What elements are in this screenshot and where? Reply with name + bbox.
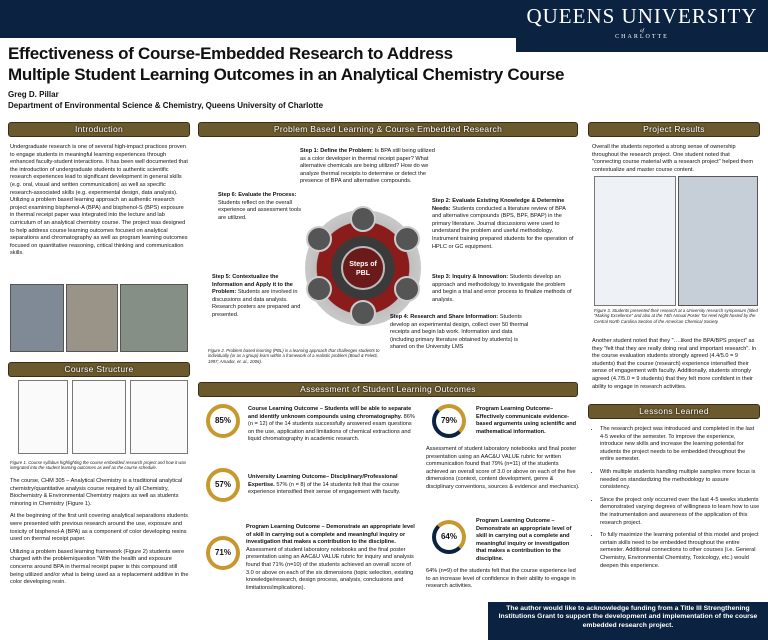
lightbulb-icon: [394, 276, 420, 302]
outcome-5-title-block: [476, 518, 580, 564]
pbl-center-label: Steps of PBL: [341, 246, 385, 290]
student-photo-1: [10, 284, 64, 352]
pbl-step6: [218, 192, 306, 222]
lessons-learned-heading: Lessons Learned: [588, 404, 760, 419]
student-photo-3: [120, 284, 188, 352]
syllabus-image-1: [18, 380, 68, 454]
author-department: Department of Environmental Science & Chemistry, Queens University of Charlotte: [8, 101, 324, 110]
title-line1: Effectiveness of Course-Embedded Research to Address: [8, 44, 453, 63]
books-icon: [394, 226, 420, 252]
outcome-57-percent: 57%: [206, 468, 240, 502]
course-structure-body: [10, 478, 190, 592]
outcome-5-title: Program Learning Outcome – Demonstrate an appropriate level of skill in carrying out a complete and meaningful inquiry or investigation that makes a contribution to the discipline.: [476, 518, 572, 562]
intro-body: Undergraduate research is one of several high-impact practices proven to engage students in meaningful learning experiences through enhanced faculty-student interactions. It has been well documented that the introduction of undergraduate students to authentic scientific research experiences lead to significant development in general skills (e.g. oral, visual and written communication) as well as specific research-associated skills (e.g. experimental design, data analysis). Utilizing a problem based learning approach an authentic research project examining bisphenol-A (BPA) and bisphenol-S (BPS) exposure in thermal receipt paper was integrated into the lecture and lab curriculum of an analytical chemistry course. The project was designed to help address course learning outcomes focused on analytical separations and chromatography as well as program learning outcomes focused on quantitative reasoning, critical thinking and communication skills.: [10, 144, 188, 257]
outcome-4-title: Program Learning Outcome– Effectively communicate evidence-based arguments using scientific and mathematical information.: [476, 406, 577, 435]
outcome-4-body: Assessment of student laboratory notebooks and final poster presentation using an AAC&U VALUE rubric for written communication found that 79% (n=11) of the students achieved an overall score of 3.0 or above on each of the five dimensions (context, content development, genre & disciplinary conventions, sources & evidence and mechanics).: [426, 446, 580, 490]
student-photo-2: [66, 284, 118, 352]
chat-icon: [350, 300, 376, 326]
outcome-85-percent: 85%: [206, 404, 240, 438]
lesson-item: • Since the project only occurred over the last 4-5 weeks students demonstrated varying degrees of willingness to learn how to use the instrumentation and awareness of the application of this research project.: [600, 497, 760, 527]
step5-text: Students are involved in discussions and data analysis. Research posters are prepared and presented.: [212, 289, 301, 318]
step1-text: Is BPA still being utilized as a color developer in thermal receipt paper? What alternative chemicals are being utilized? How do we analyze thermal receipts to determine or detect the presence of BPA and alternative compounds.: [300, 148, 435, 185]
outcome-4-title-block: [476, 406, 580, 436]
outcome-1: [248, 406, 418, 444]
project-results-heading: Project Results: [588, 122, 760, 137]
outcome-5-body: 64% (n=9) of the students felt that the course experience led to an increase level of confidence in their ability to engage in research activities.: [426, 568, 576, 590]
thumbs-up-icon: [306, 226, 332, 252]
course-paragraph-3: Utilizing a problem based learning framework (Figure 2) students were charged with the problem/question "With the health and exposure concerns around BPA in thermal receipt paper is this compound still being utilized and/or what is being used as a replacement additive in the color developing resin.: [10, 548, 189, 586]
step1-title: Step 1: Define the Problem:: [300, 148, 374, 154]
figure2-caption: Figure 2. Problem based learning (PBL) is a learning approach that challenges students to individually (or as a group) learn within a framework of a realistic problem (Boud & Feletti, 1997; Amador, et. al., 2006).: [208, 348, 380, 364]
intro-heading: Introduction: [8, 122, 190, 137]
step6-title: Step 6: Evaluate the Process:: [218, 192, 297, 198]
results-paragraph-1: Overall the students reported a strong sense of ownership throughout the research project. One student noted that "connecting course material with a research project" helped them contextualize and master course content.: [592, 144, 753, 173]
pbl-step5: [212, 274, 304, 320]
outcome-2-title: University Learning Outcome– Disciplinary/Professional Expertise.: [248, 474, 398, 488]
poster-presentation-photo: [678, 176, 758, 306]
figure3-caption: Figure 3. Students presented their research at a University research symposium (titled "Making Excellence" and also at the 74th Annual Poster Tar Heel Night hosted by the Central North Carolina Section of the American Chemical Society.: [594, 308, 758, 324]
syllabus-image-2: [72, 380, 126, 454]
lessons-list: [592, 426, 760, 575]
outcome-3-body: Assessment of student laboratory notebooks and the final poster presentation using an AAC&U VALUE rubric for inquiry and analysis found that 71% (n=10) of the students achieved an overall score of 3.0 or above on each of the six dimensions (topic selection, existing knowledge/research, design process, analysis, conclusions and limitations/implications).: [246, 546, 414, 591]
outcome-1-title: Course Learning Outcome – Students will be able to separate and identify unknown compounds using chromatography.: [248, 406, 412, 420]
course-structure-heading: Course Structure: [8, 362, 190, 377]
step2-text: Students conducted a literature review of BPA and alternative compounds (BPS, BPF, BPAP) in the primary literature. Journal discussions were used to understand the problem and useful methodology. Instrument training prepared students for the operation of HPLC or GC equipment.: [432, 205, 574, 250]
research-poster-image: [594, 176, 676, 306]
brain-icon: [306, 276, 332, 302]
outcome-64-percent: 64%: [432, 520, 466, 554]
step4-title: Step 4: Research and Share Information:: [390, 314, 499, 320]
figure1-caption: Figure 1. Course syllabus highlighting the course embedded research project and how it was integrated into the student learning outcomes as well as the course schedule.: [10, 460, 187, 471]
results-paragraph-2: Another student noted that they "….liked the BPA/BPS project" as they "felt that they are really doing real and important research". In the course evaluation students strongly agreed (4.4/5.0 = 9 students) that the course (research) experience intensified their sense of engagement with faculty. Additionally, students strongly agreed (4.7/5.0 = 9 students) that they felt more confident in their ability to engage in research activities.: [592, 338, 757, 390]
outcome-3: [246, 524, 418, 592]
lesson-item: • To fully maximize the learning potential of this model and project certain skills need to be embedded throughout the entire semester. Additional connections to other courses (i.e. General Chemistry, Environmental Chemistry, Toxicology, etc.) would deepen this experience.: [600, 532, 760, 570]
outcome-3-title: Program Learning Outcome – Demonstrate an appropriate level of skill in carrying out a complete and meaningful inquiry or investigation that makes a contribution to the discipline.: [246, 524, 415, 546]
logo-line1: QUEENS UNIVERSITY: [526, 4, 758, 28]
lesson-item: • The research project was introduced and completed in the last 4-5 weeks of the semester. To improve the experience, introduce new skills and increase the learning potential for students the project needs to be embedded throughout the entire semester.: [600, 426, 760, 464]
syllabus-image-3: [130, 380, 188, 454]
pbl-heading: Problem Based Learning & Course Embedded Research: [198, 122, 578, 137]
assessment-heading: Assessment of Student Learning Outcomes: [198, 382, 578, 397]
logo-line3: CHARLOTTE: [615, 34, 669, 40]
outcome-79-percent: 79%: [432, 404, 466, 438]
course-paragraph-1: The course, CHM 305 – Analytical Chemistry is a traditional analytical chemistry/quantitative analysis course required by all Chemistry, Biochemistry & Environmental Chemistry majors as well as students minoring in Chemistry (Figure 1).: [10, 478, 183, 507]
step2-title: Step 2: Evaluate Existing Knowledge & Determine Needs:: [432, 198, 565, 212]
step6-text: Students reflect on the overall experience and assessment tools are utilized.: [218, 199, 302, 221]
step5-title: Step 5: Contextualize the Information and Apply it to the Problem:: [212, 274, 293, 296]
author-name: Greg D. Pillar: [8, 90, 59, 99]
outcome-1-body: 86% (n = 12) of the 14 students successfully answered exam questions on the use, application and limitations of chemical extractions and liquid chromatography in academic research.: [248, 413, 415, 443]
cloud-icon: [350, 206, 376, 232]
pbl-step2: [432, 198, 574, 251]
pbl-step1: [300, 148, 442, 186]
logo-line2: of: [640, 29, 644, 34]
course-paragraph-2: At the beginning of the first unit covering analytical separations students were presented with previous research around the use, exposure and toxicity of bisphenol-A (BPA) as a component of color developing resins used on thermal receipt paper.: [10, 513, 188, 543]
step4-text: Students develop an experimental design, collect over 50 thermal receipts and begin lab work. Information and data (including primary literature obtained by students) is shared on the University LMS: [390, 314, 529, 351]
outcome-2: [248, 474, 418, 497]
poster-title: [8, 43, 564, 85]
acknowledgement-footer: The author would like to acknowledge funding from a Title III Strengthening Institutions Grant to support the development and implementation of the course embedded research project.: [488, 602, 768, 640]
lesson-item: • With multiple students handling multiple samples more focus is needed on standardizing the methodology to assure consistency.: [600, 469, 760, 492]
pbl-step3: [432, 274, 574, 304]
step3-text: Students develop an approach and methodology to investigate the problem and begin a trial and error process to finalize methods of analysis.: [432, 274, 572, 303]
outcome-71-percent: 71%: [206, 536, 240, 570]
title-line2: Multiple Student Learning Outcomes in an Analytical Chemistry Course: [8, 65, 565, 84]
step3-title: Step 3: Inquiry & Innovation:: [432, 274, 509, 280]
outcome-2-body: 57% (n = 8) of the 14 students felt that the course experience intensified their sense of engagement with faculty.: [248, 481, 401, 496]
pbl-step4: [390, 314, 532, 352]
